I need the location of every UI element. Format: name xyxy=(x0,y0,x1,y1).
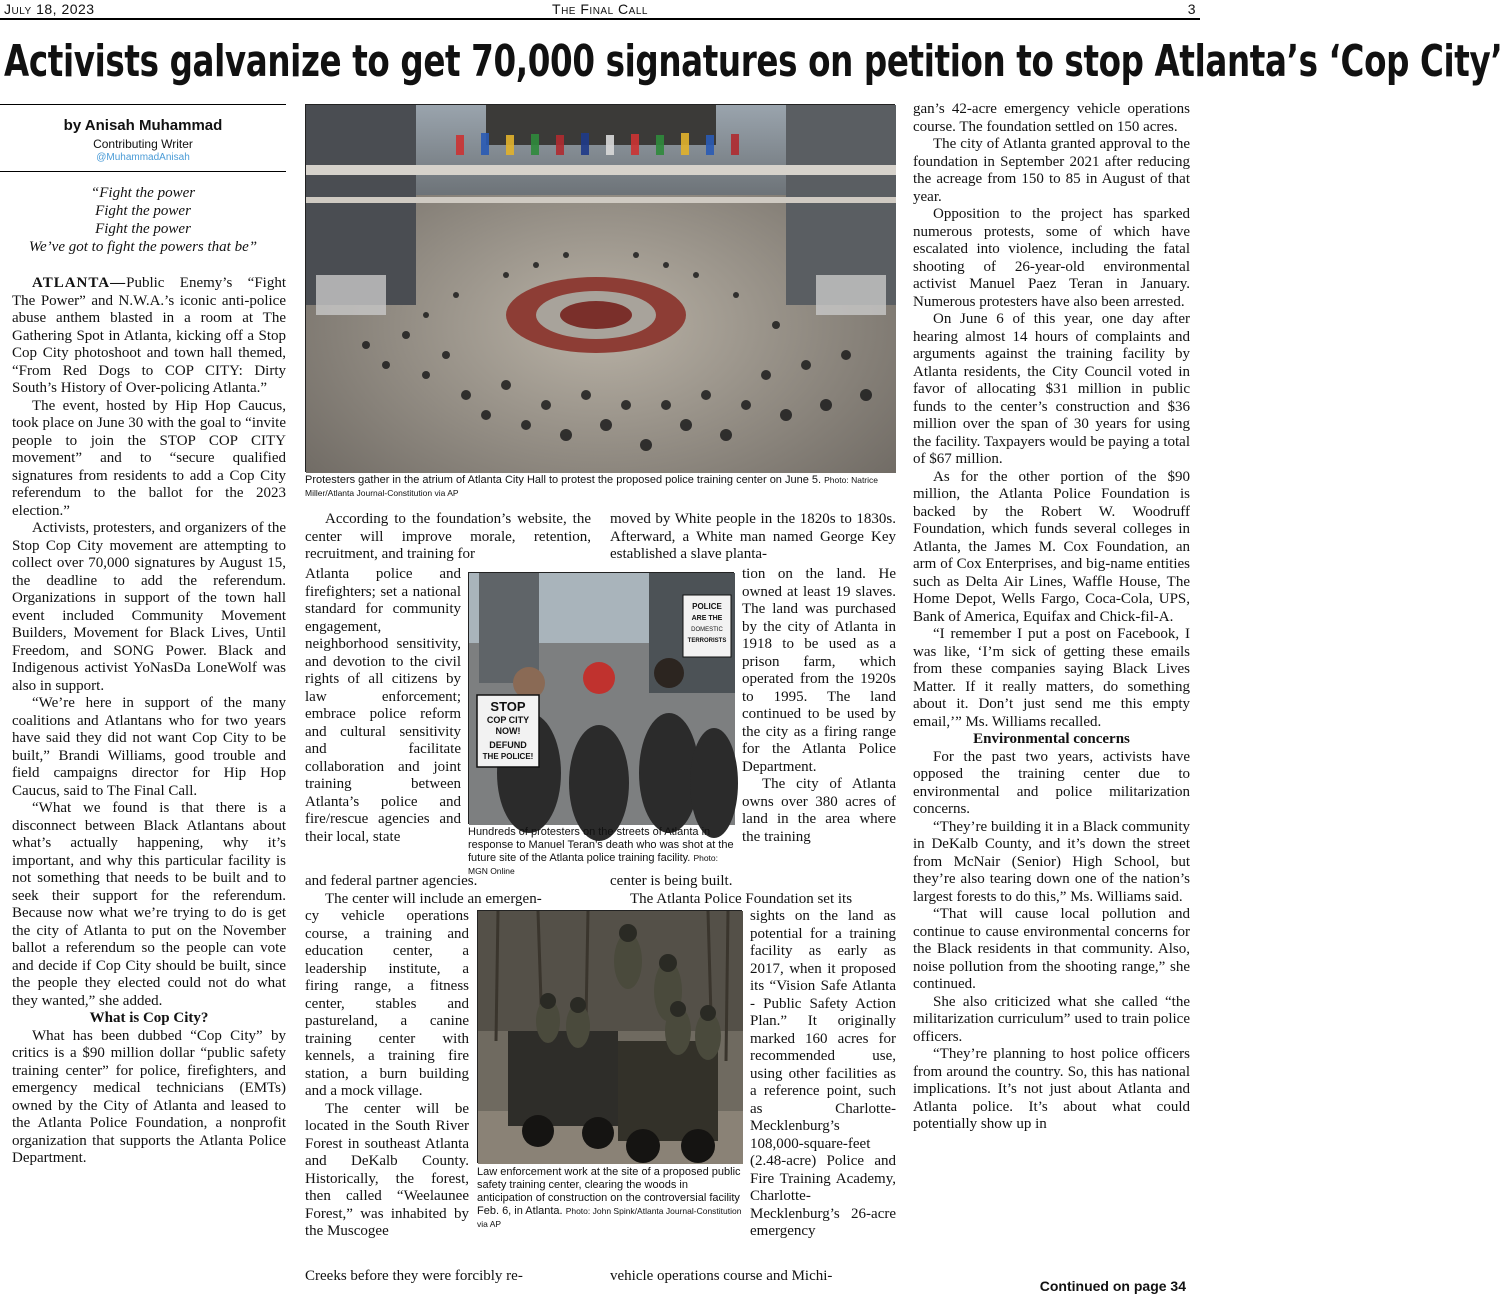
paragraph: “That will cause local pollution and continue to cause environmental concerns for the Black residents in that community. Also, noise pollution from the shooting range,” she continued. xyxy=(913,906,1190,992)
column-2-wrap-a xyxy=(305,566,461,846)
photo-credit: Photo: John Spink/Atlanta Journal-Constitution via AP xyxy=(477,1206,742,1229)
epigraph-line: Fight the power xyxy=(95,203,191,219)
police-photo-caption xyxy=(477,1166,743,1231)
paragraph: center is being built. xyxy=(610,873,733,889)
epigraph-line: Fight the power xyxy=(95,221,191,237)
street-photo-image xyxy=(469,573,735,825)
column-3-mid xyxy=(610,873,896,908)
paragraph: sights on the land as potential for a training facility as early as 2017, when it proposed its “Vision Safe Atlanta - Public Safety Action Plan.” It originally marked 160 acres for recommended use, using other facilities as a reference point, such as Charlotte-Mecklenburg’s 108,000-square-feet (2.48-acre) Police and Fire Training Academy, Charlotte-Mecklenburg’s 26-acre emergency xyxy=(750,908,896,1239)
paragraph: “They’re building it in a Black community in DeKalb County, and it’s down the street from McNair (Senior) High School, but they’re also tearing down one of the nation’s largest forests to do this,” Ms. Williams said. xyxy=(913,818,1190,905)
paragraph: The Atlanta Police Foundation set its xyxy=(630,890,853,907)
police-photo-image xyxy=(478,911,743,1164)
column-2-wrap-b xyxy=(305,908,469,1241)
paragraph: Public Enemy’s “Fight The Power” and N.W.A.’s iconic anti-police abuse anthem blasted in a room at The Gathering Spot in Atlanta, kicking off a Stop Cop City photoshoot and town hall themed, “From Red Dogs to COP CITY: Dirty South’s History of Over-policing Atlanta.” xyxy=(12,275,286,396)
paragraph: Activists, protesters, and organizers of the Stop Cop City movement are attempting to collect over 70,000 signatures by August 15, the deadline to add the referendum. Organizations in support of the town hall event included Community Movement Builders, Movement for Black Lives, Until Freedom, and SONG Power. Black and Indigenous activist YoNasDa LoneWolf was also in support. xyxy=(12,520,286,694)
sign-are-the: ARE THE xyxy=(691,615,723,622)
paragraph: Atlanta police and firefighters; set a national standard for community engagement, neighborhood sensitivity, and devotion to the civil rights of all citizens by law enforcement; embrace police reform and cultural sensitivity and facilitate collaboration and joint training between Atlanta’s police and fire/rescue agencies and their local, state xyxy=(305,566,461,845)
paragraph: The city of Atlanta owns over 380 acres of land in the area where the training xyxy=(742,776,896,845)
paragraph: The city of Atlanta granted approval to the foundation in September 2021 after reducing the acreage from 150 to 85 in August of that year. xyxy=(913,136,1190,205)
column-2-bottom xyxy=(305,1268,591,1286)
paragraph: The center will include an emergen- xyxy=(325,890,542,907)
column-3-wrap-b xyxy=(750,908,896,1241)
epigraph xyxy=(0,184,286,256)
issue-date: July 18, 2023 xyxy=(4,1,95,17)
sign-now: NOW! xyxy=(495,726,521,736)
paragraph: The center will be located in the South River Forest in southeast Atlanta and DeKalb County. Historically, the forest, then called “Weelaunee Forest,” was inhabited by the Muscogee xyxy=(305,1100,469,1239)
paragraph: “I remember I put a post on Facebook, I was like, ‘I’m sick of getting these emails from these companies saying Black Lives Matter. If it really matters, do something about it. Don’t just send me this empty email,’” Ms. Williams recalled. xyxy=(913,626,1190,730)
paragraph: vehicle operations course and Michi- xyxy=(610,1268,833,1284)
sign-cop-city: COP CITY xyxy=(486,715,530,725)
paragraph: and federal partner agencies. xyxy=(305,873,478,889)
caption-text: Hundreds of protesters on the streets of Atlanta in response to Manuel Teran’s death who was shot at the future site of the Atlanta police training facility. xyxy=(468,826,734,864)
column-3-wrap-a xyxy=(742,566,896,846)
police-clearing-photo xyxy=(477,910,742,1163)
column-1 xyxy=(12,275,286,1285)
subhead-environmental-concerns: Environmental concerns xyxy=(973,731,1130,747)
column-3-top xyxy=(610,511,896,564)
street-photo-caption xyxy=(468,826,734,878)
photo-credit: Photo: Natrice Miller/Atlanta Journal-Constitution via AP xyxy=(305,475,879,498)
byline-box xyxy=(0,104,286,172)
sign-the-police: THE POLICE! xyxy=(482,752,534,761)
sign-domestic: DOMESTIC xyxy=(691,627,723,633)
continued-jump-line[interactable]: Continued on page 34 xyxy=(1039,1278,1186,1294)
paragraph: She also criticized what she called “the militarization curriculum” used to train police officers. xyxy=(913,993,1190,1045)
caption-text: Law enforcement work at the site of a proposed public safety training center, clearing the woods in anticipation of construction on the controversial facility Feb. 6, in Atlanta. xyxy=(477,1166,741,1217)
paragraph: cy vehicle operations course, a training and education center, a leadership institute, a firing range, a fitness center, stables and pastureland, a canine training center with kennels, a training fire station, a burn building and a mock village. xyxy=(305,908,469,1099)
epigraph-line: We’ve got to fight the powers that be” xyxy=(28,239,258,255)
author-name: by Anisah Muhammad xyxy=(63,117,223,134)
sign-police: POLICE xyxy=(692,602,722,611)
paragraph: The event, hosted by Hip Hop Caucus, took place on June 30 with the goal to “invite people to join the STOP COP CITY movement” and to “secure qualified signatures from residents to add a Cop City referendum to the ballot for the 2023 election.” xyxy=(12,397,286,519)
column-4 xyxy=(913,101,1190,1134)
paragraph: moved by White people in the 1820s to 1830s. Afterward, a White man named George Key established a slave planta- xyxy=(610,511,896,562)
paragraph: “They’re planning to host police officers from around the country. So, this has national implications. It’s not just about Atlanta and Atlanta police. It’s about what could potentially show up in xyxy=(913,1046,1190,1132)
photo-credit: Photo: MGN Online xyxy=(468,853,719,876)
caption-text: Protesters gather in the atrium of Atlanta City Hall to protest the proposed police training center on June 5. xyxy=(305,474,822,486)
paragraph: “What we found is that there is a disconnect between Black Atlantans about what’s actually happening, why it’s important, and why this particular facility is not something that needs to be built and to seek their support for the referendum. Because now what we’re trying to do is get the city of Atlanta to put on the November ballot a referendum so the people can vote and decide if Cop City should be built, since the people they elected could not do what they wanted,” she added. xyxy=(12,800,286,1009)
paragraph: tion on the land. He owned at least 19 slaves. The land was purchased by the city of Atlanta in 1918 to be used as a prison farm, which operated from the 1920s to 1995. The land continued to be used by the city as a firing range for the Atlanta Police Department. xyxy=(742,566,896,775)
paper-name: The Final Call xyxy=(552,1,648,17)
dateline: ATLANTA— xyxy=(32,275,127,291)
author-role: Contributing Writer xyxy=(93,137,193,151)
paragraph: On June 6 of this year, one day after hearing almost 14 hours of complaints and arguments against the training facility by Atlanta residents, the City Council voted in favor of allocating $31 million in public funds to the center’s construction and $36 million over the span of 30 years for using the facility. Taxpayers would be paying a total of $67 million. xyxy=(913,311,1190,467)
atrium-protest-photo xyxy=(305,104,895,472)
author-handle[interactable]: @MuhammadAnisah xyxy=(96,152,190,163)
sign-terrorists: TERRORISTS xyxy=(687,638,727,644)
paragraph: Opposition to the project has sparked numerous protests, some of which have escalated into violence, including the fatal shooting of 26-year-old environmental activist Manuel Paez Teran in January. Numerous protesters have also been arrested. xyxy=(913,206,1190,310)
epigraph-line: “Fight the power xyxy=(90,185,196,201)
paragraph: What has been dubbed “Cop City” by critics is a $90 million dollar “public safety training center” for police, firefighters, and emergency medical technicians (EMTs) owned by the City of Atlanta and leased to the Atlanta Police Foundation, a nonprofit organization that supports the Atlanta Police Department. xyxy=(12,1027,286,1166)
page-number: 3 xyxy=(1187,1,1196,17)
running-head xyxy=(0,0,1200,20)
column-3-bottom xyxy=(610,1268,896,1286)
street-protest-photo xyxy=(468,572,734,824)
paragraph: According to the foundation’s website, the center will improve morale, retention, recruitment, and training for xyxy=(305,511,591,562)
headline: Activists galvanize to get 70,000 signatures on petition to stop Atlanta’s ‘Cop City’ xyxy=(4,36,1502,87)
paragraph: For the past two years, activists have opposed the training center due to environmental and police militarization concerns. xyxy=(913,748,1190,817)
atrium-photo-image xyxy=(306,105,896,473)
paragraph: Creeks before they were forcibly re- xyxy=(305,1268,523,1284)
subhead-what-is-cop-city: What is Cop City? xyxy=(89,1010,209,1026)
sign-defund: DEFUND xyxy=(489,740,527,750)
column-2-top xyxy=(305,511,591,564)
paragraph: “We’re here in support of the many coalitions and Atlantans who for two years have said they did not want Cop City to be built,” Brandi Williams, good trouble and field campaigns director for Hip Hop Caucus, said to The Final Call. xyxy=(12,695,286,799)
sign-stop: STOP xyxy=(490,699,526,714)
atrium-photo-caption xyxy=(305,474,897,500)
paragraph: gan’s 42-acre emergency vehicle operations course. The foundation settled on 150 acres. xyxy=(913,101,1190,135)
column-2-mid xyxy=(305,873,591,908)
paragraph: As for the other portion of the $90 million, the Atlanta Police Foundation is backed by the Robert W. Woodruff Foundation, which funds several colleges in Atlanta, the James M. Cox Foundation, an arm of Cox Enterprises, and big-name entities such as Delta Air Lines, Waffle House, The Home Depot, Wells Fargo, Coca-Cola, UPS, Bank of America, Equifax and Chick-fil-A. xyxy=(913,468,1190,625)
